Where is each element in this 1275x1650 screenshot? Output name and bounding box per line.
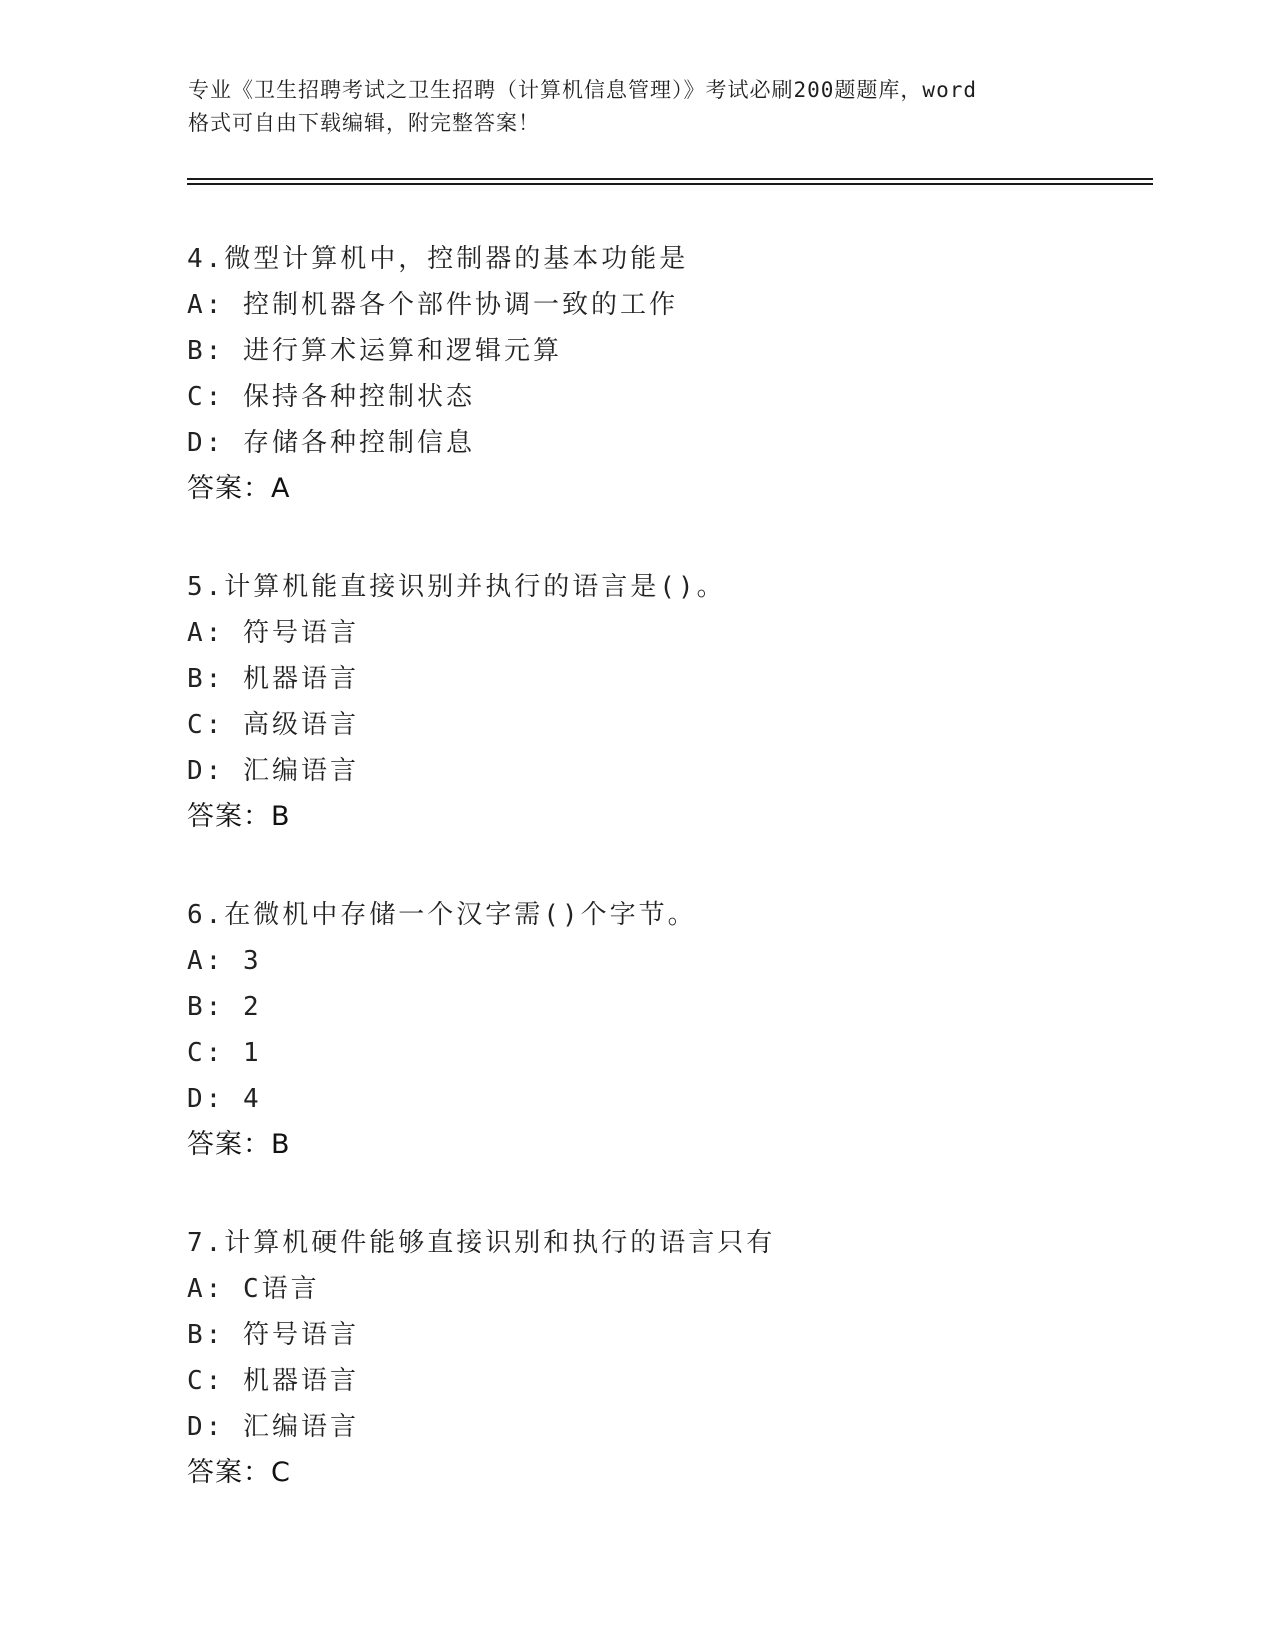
answer-line: 答案：C [187, 1457, 291, 1488]
header-title-line-2: 格式可自由下载编辑，附完整答案！ [188, 111, 540, 135]
answer-line: 答案：A [187, 473, 291, 504]
option-a: A: 3 [187, 946, 262, 976]
question-4 [187, 236, 1147, 512]
question-list [187, 236, 1147, 1548]
question-stem: 6.在微机中存储一个汉字需()个字节。 [187, 900, 697, 930]
option-c: C: 保持各种控制状态 [187, 382, 475, 412]
answer-line: 答案：B [187, 801, 291, 832]
question-5 [187, 564, 1147, 840]
document-header [188, 74, 1088, 140]
header-divider-bottom [187, 183, 1153, 185]
option-d: D: 存储各种控制信息 [187, 428, 475, 458]
option-c: C: 机器语言 [187, 1366, 359, 1396]
option-b: B: 2 [187, 992, 262, 1022]
option-a: A: C语言 [187, 1274, 320, 1304]
header-divider-top [187, 178, 1153, 180]
option-b: B: 进行算术运算和逻辑元算 [187, 336, 562, 366]
question-stem: 5.计算机能直接识别并执行的语言是()。 [187, 572, 726, 602]
option-b: B: 符号语言 [187, 1320, 359, 1350]
option-c: C: 高级语言 [187, 710, 359, 740]
question-6 [187, 892, 1147, 1168]
question-stem: 4.微型计算机中，控制器的基本功能是 [187, 244, 689, 274]
option-b: B: 机器语言 [187, 664, 359, 694]
header-title-line-1: 专业《卫生招聘考试之卫生招聘（计算机信息管理）》考试必刷200题题库，word [188, 78, 977, 102]
question-stem: 7.计算机硬件能够直接识别和执行的语言只有 [187, 1228, 776, 1258]
option-a: A: 控制机器各个部件协调一致的工作 [187, 290, 678, 320]
answer-line: 答案：B [187, 1129, 291, 1160]
question-7 [187, 1220, 1147, 1496]
option-c: C: 1 [187, 1038, 262, 1068]
option-d: D: 4 [187, 1084, 262, 1114]
option-a: A: 符号语言 [187, 618, 359, 648]
option-d: D: 汇编语言 [187, 756, 359, 786]
option-d: D: 汇编语言 [187, 1412, 359, 1442]
